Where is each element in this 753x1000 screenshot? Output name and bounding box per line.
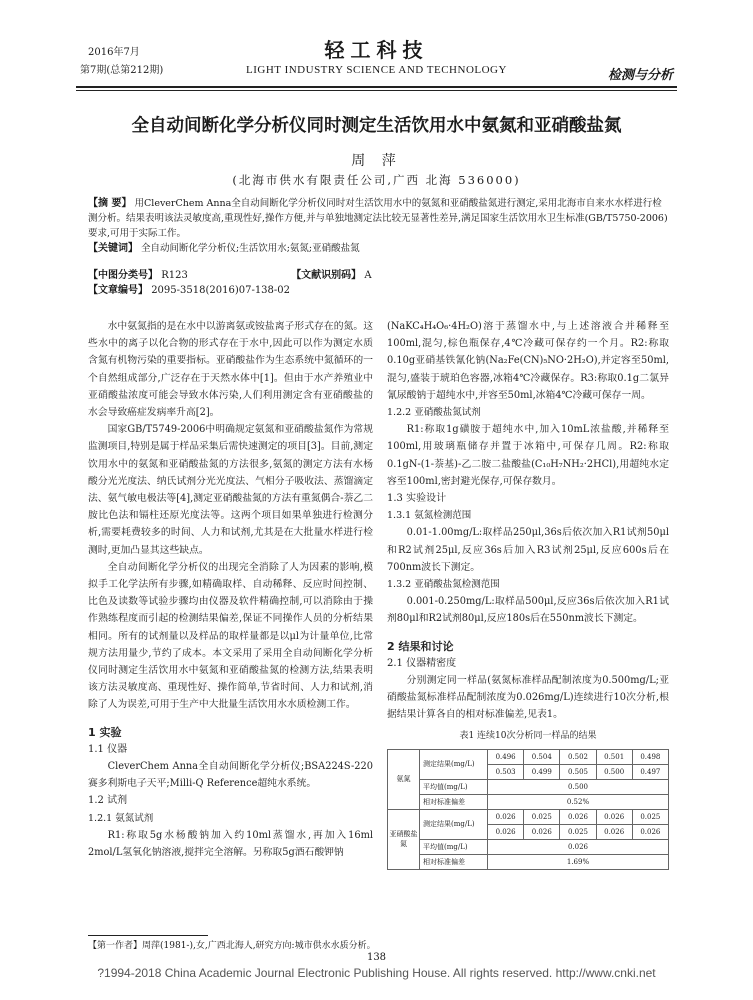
table-cell: 0.026 [560, 809, 596, 824]
subsection-heading-precision: 2.1 仪器精密度 [387, 657, 457, 669]
table-row [388, 854, 669, 869]
table-cell: 0.025 [632, 809, 668, 824]
journal-name-en: LIGHT INDUSTRY SCIENCE AND TECHNOLOGY [246, 64, 507, 76]
table-cell: 0.026 [488, 824, 524, 839]
table-mean-cell: 0.500 [488, 779, 669, 794]
reagent-continued-paragraph: (NaKC₄H₄O₆·4H₂O)溶于蒸馏水中,与上述溶液合并稀释至100ml,混匀,棕色瓶保存,4℃冷藏可保存约一个月。R2:称取0.10g亚硝基铁氰化钠(Na₂Fe(CN)₅NO·2H₂O),并定容至50ml,混匀,盛装于琥珀色容器,冰箱4℃冷藏保存。R3:称取0.1g二氯异氰尿酸钠于超纯水中,并容至50ml,冰箱4℃冷藏可保存一周。 [387, 321, 669, 401]
subsection-heading-instruments: 1.1 仪器 [88, 743, 128, 755]
instruments-paragraph: CleverChem Anna全自动间断化学分析仪;BSA224S-220赛多利斯电子天平;Milli-Q Reference超纯水系统。 [88, 761, 373, 790]
table-cell: 0.026 [596, 809, 632, 824]
subsection-heading-design: 1.3 实验设计 [387, 493, 447, 505]
table-rsd-cell: 1.69% [488, 854, 669, 869]
table-row-label: 平均值(mg/L) [420, 779, 488, 794]
table-caption: 表1 连续10次分析同一样品的结果 [459, 730, 597, 741]
table-rsd-cell: 0.52% [488, 794, 669, 809]
right-column [387, 318, 669, 870]
table-row-label: 相对标准偏差 [420, 854, 488, 869]
precision-table [387, 749, 669, 870]
paper-title: 全自动间断化学分析仪同时测定生活饮用水中氨氮和亚硝酸盐氮 [131, 116, 622, 136]
article-number-value: 2095-3518(2016)07-138-02 [151, 285, 291, 296]
precision-paragraph: 分别测定同一样品(氨氮标准样品配制浓度为0.500mg/L;亚硝酸盐氮标准样品配制浓度为0.026mg/L)连续进行10次分析,根据结果计算各自的相对标准偏差,见表1。 [387, 675, 669, 721]
table-row [388, 749, 669, 764]
article-number-label: 【文章编号】 [88, 285, 148, 296]
table-cell: 0.501 [596, 749, 632, 764]
table-cell: 0.504 [524, 749, 560, 764]
table-row-label: 相对标准偏差 [420, 794, 488, 809]
keywords-label: 【关键词】 [88, 243, 138, 254]
table-cell: 0.026 [524, 824, 560, 839]
page-number: 138 [366, 952, 387, 963]
copyright-notice: ?1994-2018 China Academic Journal Electronic Publishing House. All rights reserved. http://www.cnki.net [97, 966, 656, 980]
table-row-label: 测定结果(mg/L) [420, 809, 488, 839]
subsection-heading-ammonia-range: 1.3.1 氨氮检测范围 [387, 510, 472, 522]
table-row [388, 839, 669, 854]
table-group-label: 亚硝酸盐氮 [388, 809, 420, 869]
issue-date: 2016年7月 [88, 47, 140, 58]
table-cell: 0.496 [488, 749, 524, 764]
table-row-label: 测定结果(mg/L) [420, 749, 488, 779]
journal-name: 轻工科技 [324, 38, 429, 62]
doc-code-value: A [364, 270, 372, 281]
table-row [388, 779, 669, 794]
issue-number: 第7期(总第212期) [80, 65, 164, 76]
intro-paragraph-2: 国家GB/T5749-2006中明确规定氨氮和亚硝酸盐氮作为常规监测项目,特别是属于样品采集后需快速测定的项目[3]。目前,测定饮用水中的氨氮和亚硝酸盐氮的方法很多,氨氮的测定方法有水杨酸分光光度法、纳氏试剂分光光度法、气相分子吸收法、蒸馏滴定法、氨气敏电极法等[4],测定亚硝酸盐氮的方法有重氮偶合-萘乙二胺比色法和镉柱还原光度法等。这两个项目如果单独进行检测分析,需要耗费较多的时间、人力和试剂,尤其是在大批量水样进行检测时,更加凸显其这些缺点。 [88, 424, 373, 556]
table-cell: 0.499 [524, 764, 560, 779]
table-mean-cell: 0.026 [488, 839, 669, 854]
ammonia-reagent-paragraph: R1:称取5g水杨酸钠加入约10ml蒸馏水,再加入16ml 2mol/L氢氧化钠溶液,搅拌完全溶解。另称取5g酒石酸钾钠 [88, 829, 373, 859]
author-footnote: 【第一作者】周萍(1981-),女,广西北海人,研究方向:城市供水水质分析。 [88, 941, 376, 951]
table-cell: 0.026 [596, 824, 632, 839]
keywords: 全自动间断化学分析仪;生活饮用水;氨氮;亚硝酸盐氮 [141, 243, 360, 254]
intro-paragraph-1: 水中氨氮指的是在水中以游离氨或铵盐离子形式存在的氮。这些水中的离子以化合物的形式存在于水中,因此可以作为测定水质含氮有机物污染的重要指标。亚硝酸盐作为生态系统中氮循环的一个自然组成部分,广泛存在于天然水体中[1]。但由于水产养殖业中亚硝酸盐浓度可能会导致水体污染,人们利用测定含有亚硝酸盐的水会导致癌症发病率升高[2]。 [88, 321, 373, 419]
subsection-heading-ammonia-reagents: 1.2.1 氨氮试剂 [88, 812, 154, 824]
footnote-rule [88, 935, 208, 936]
table-cell: 0.025 [524, 809, 560, 824]
table-row [388, 809, 669, 824]
journal-header [0, 30, 753, 90]
clc-label: 【中图分类号】 [88, 270, 158, 281]
section-heading-experiment: 1 实验 [88, 725, 122, 739]
table-cell: 0.026 [488, 809, 524, 824]
intro-paragraph-3: 全自动间断化学分析仪的出现完全消除了人为因素的影响,模拟手工化学法所有步骤,如精确取样、自动稀释、反应时间控制、比色及读数等试验步骤均由仪器及软件精确控制,可以消除由于操作熟练程度而引起的检测结果偏差,保证不同操作人员的分析结果相同。所有的试剂量以及样品的取样量都是以μl为计量单位,比常规方法用量少,节约了成本。本文采用了采用全自动间断化学分析仪同时测定生活饮用水中氨氮和亚硝酸盐氮的检测方法,结果表明该方法灵敏度高、重现性好、操作简单,节省时间、人力和试剂,消除了人为误差,可用于生产中大批量生活饮用水水质检测工作。 [88, 561, 373, 711]
abstract [88, 196, 668, 256]
table-row [388, 794, 669, 809]
ammonia-range-paragraph: 0.01-1.00mg/L:取样品250μl,36s后依次加入R1试剂50μl和R2试剂25μl,反应36s后加入R3试剂25μl,反应600s后在700nm波长下测定。 [387, 527, 669, 573]
table-cell: 0.498 [632, 749, 668, 764]
subsection-heading-reagents: 1.2 试剂 [88, 795, 128, 807]
nitrite-reagent-paragraph: R1:称取1g磺胺于超纯水中,加入10mL浓盐酸,并稀释至100ml,用玻璃瓶储存并置于冰箱中,可保存几周。R2:称取0.1gN-(1-萘基)-乙二胺二盐酸盐(C₁₀H₇NH₂·2HCl),用超纯水定容至100ml,密封避光保存,可保存数月。 [387, 424, 669, 487]
header-rule-thin [76, 90, 677, 91]
section-name: 检测与分析 [607, 68, 673, 83]
table-cell: 0.505 [560, 764, 596, 779]
author: 周 萍 [351, 153, 402, 169]
doc-code-label: 【文献识别码】 [291, 270, 362, 281]
subsection-heading-nitrite-range: 1.3.2 亚硝酸盐氮检测范围 [387, 579, 500, 591]
table-cell: 0.503 [488, 764, 524, 779]
section-heading-results: 2 结果和讨论 [387, 639, 454, 653]
clc-value: R123 [161, 270, 188, 281]
article-meta [88, 266, 668, 296]
subsection-heading-nitrite-reagents: 1.2.2 亚硝酸盐氮试剂 [387, 407, 481, 419]
table-row-label: 平均值(mg/L) [420, 839, 488, 854]
header-rule [76, 86, 677, 88]
table-cell: 0.502 [560, 749, 596, 764]
table-cell: 0.497 [632, 764, 668, 779]
left-column [88, 318, 373, 861]
table-cell: 0.026 [632, 824, 668, 839]
affiliation: (北海市供水有限责任公司,广西 北海 536000) [232, 173, 521, 187]
table-cell: 0.025 [560, 824, 596, 839]
table-group-label: 氨氮 [388, 749, 420, 809]
abstract-label: 【摘 要】 [88, 198, 132, 209]
table-cell: 0.500 [596, 764, 632, 779]
abstract-text: 用CleverChem Anna全自动间断化学分析仪同时对生活饮用水中的氨氮和亚硝酸盐氮进行测定,采用北海市自来水水样进行检测分析。结果表明该法灵敏度高,重现性好,操作方便,并与单独地测定法比较无显著性差异,满足国家生活饮用水卫生标准(GB/T5750-2006)要求,可用于实际工作。 [88, 198, 668, 239]
nitrite-range-paragraph: 0.001-0.250mg/L:取样品500μl,反应36s后依次加入R1试剂80μl和R2试剂80μl,反应180s后在550nm波长下测定。 [387, 596, 669, 625]
